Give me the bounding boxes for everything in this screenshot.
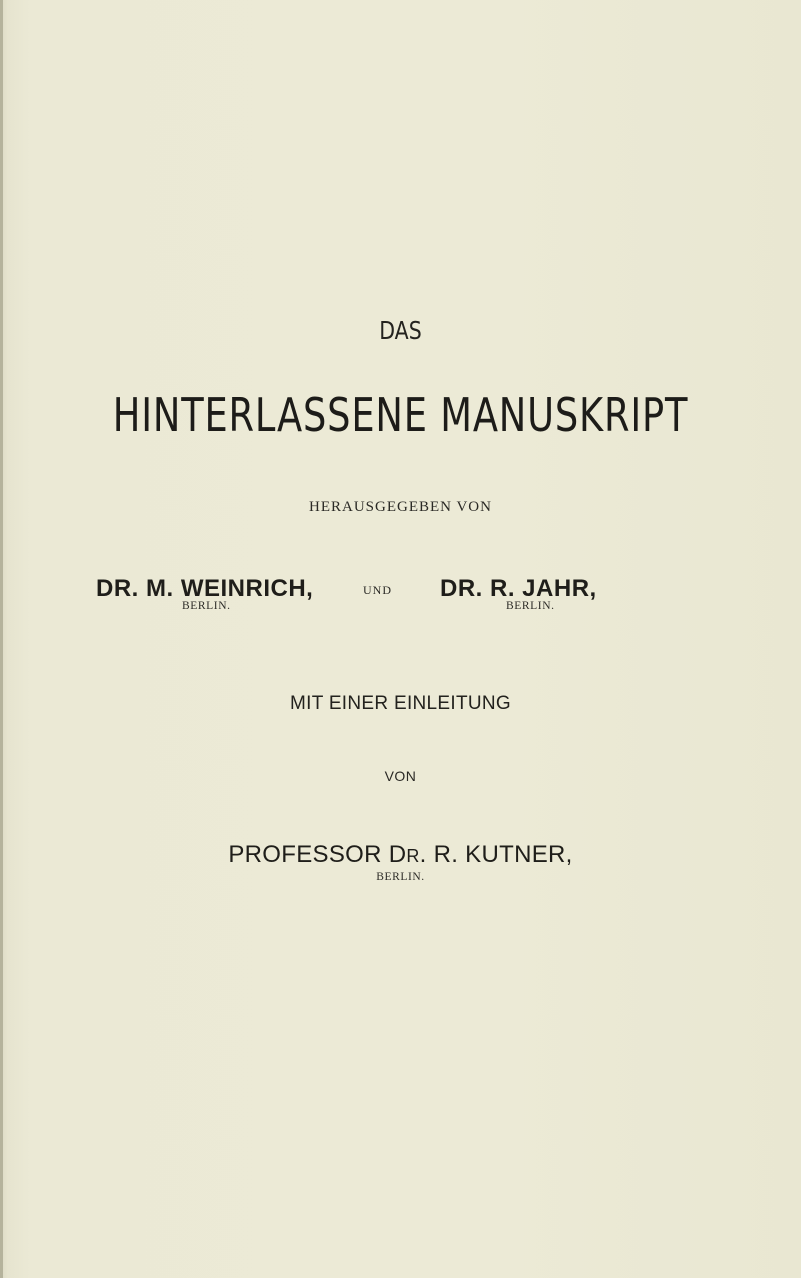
author-prefix-sc: R — [406, 846, 420, 866]
introduction-line: MIT EINER EINLEITUNG — [289, 693, 511, 714]
page-edge — [0, 0, 3, 1278]
editor2-prefix: DR — [440, 575, 476, 602]
editor2-name — [440, 575, 597, 603]
editors-intro: HERAUSGEGEBEN VON — [309, 499, 492, 515]
editor1-city: BERLIN. — [182, 600, 231, 612]
editor2-city: BERLIN. — [506, 600, 555, 612]
author-name — [0, 841, 801, 869]
editor1-prefix: DR — [96, 575, 132, 602]
editor2-name-text: . R. JAHR, — [475, 575, 597, 602]
title-das: DAS — [379, 316, 422, 345]
main-title: HINTERLASSENE MANUSKRIPT — [112, 388, 689, 442]
author-city: BERLIN. — [376, 871, 425, 883]
von-label: VON — [384, 768, 417, 784]
und-label: UND — [363, 583, 392, 597]
editor1-name — [96, 575, 313, 603]
author-prefix: PROFESSOR D — [228, 841, 407, 868]
editor1-name-text: . M. WEINRICH, — [131, 575, 314, 602]
author-name-text: . R. KUTNER, — [419, 841, 573, 868]
